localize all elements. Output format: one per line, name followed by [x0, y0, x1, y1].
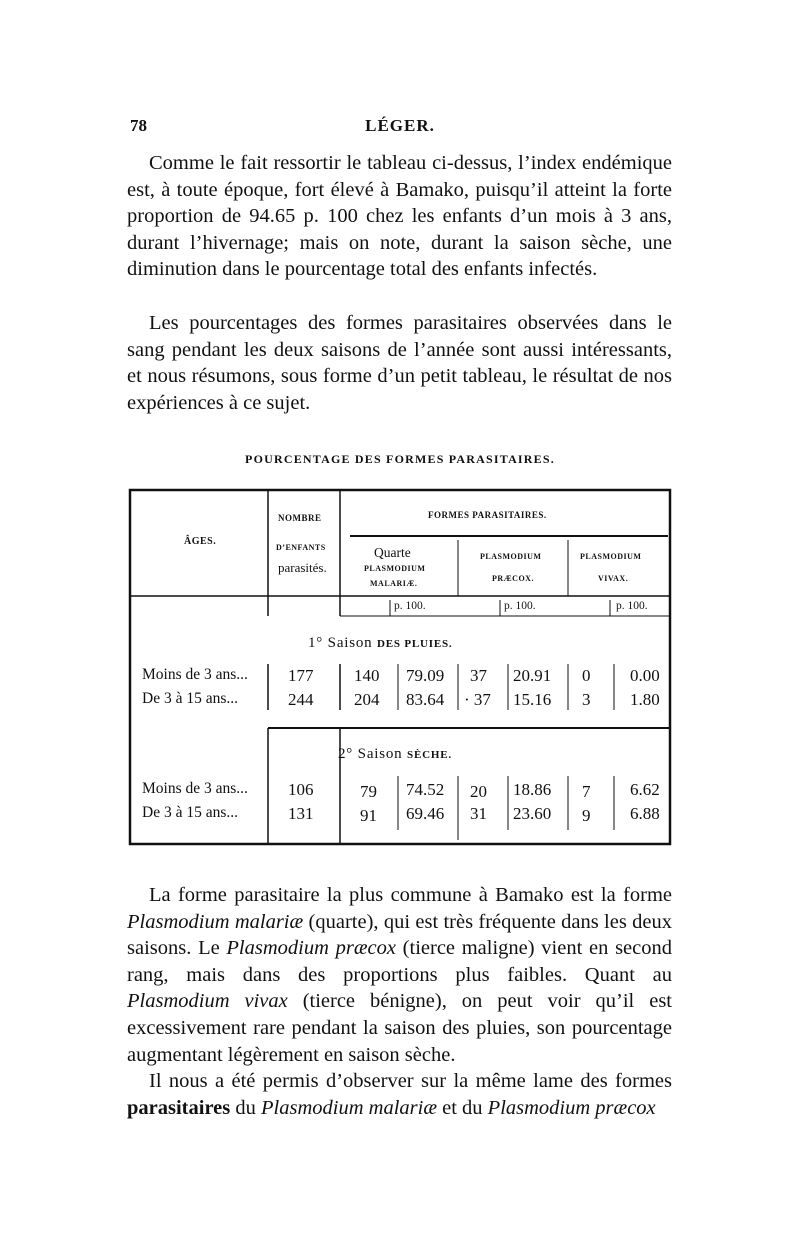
row-4-quarte-p: 69.46 [406, 804, 445, 823]
header-quarte-3: MALARIÆ. [370, 579, 418, 588]
table-title: POURCENTAGE DES FORMES PARASITAIRES. [245, 452, 555, 466]
row-4-quarte-n: 91 [360, 806, 377, 825]
row-4-age: De 3 à 15 ans... [142, 804, 238, 821]
row-2-vivax-p: 1.80 [630, 690, 660, 709]
row-1-quarte-n: 140 [354, 666, 380, 685]
parasite-forms-table [128, 488, 672, 846]
row-1-quarte-p: 79.09 [406, 666, 445, 685]
paragraph-4: Il nous a été permis d’observer sur la même lame des formes parasitaires du Plasmodium malariæ et du Plasmodium præcox [127, 1070, 672, 1119]
row-3-praecox-p: 18.86 [513, 780, 552, 799]
header-nombre-3: parasités. [278, 560, 327, 575]
row-1-praecox-p: 20.91 [513, 666, 552, 685]
page-header [130, 116, 670, 140]
row-4-vivax-n: 9 [582, 806, 591, 825]
row-3-praecox-n: 20 [470, 782, 487, 801]
row-1-age: Moins de 3 ans... [142, 666, 248, 683]
pct-unit-praecox: p. 100. [504, 600, 536, 612]
row-2-nombre: 244 [288, 690, 314, 709]
section-1-title: 1° Saison DES PLUIES. [308, 635, 453, 651]
header-nombre-2: D’ENFANTS [276, 543, 326, 552]
header-nombre-1: NOMBRE [278, 513, 322, 523]
row-2-praecox-n: · 37 [464, 690, 491, 709]
running-head: LÉGER. [365, 116, 435, 135]
header-formes: FORMES PARASITAIRES. [428, 510, 547, 520]
row-2-vivax-n: 3 [582, 690, 591, 709]
row-4-nombre: 131 [288, 804, 314, 823]
header-praecox-2: PRÆCOX. [492, 574, 534, 583]
header-quarte: Quarte [374, 545, 411, 560]
header-praecox-1: PLASMODIUM [480, 552, 542, 561]
row-3-quarte-n: 79 [360, 782, 377, 801]
row-4-vivax-p: 6.88 [630, 804, 660, 823]
row-1-vivax-p: 0.00 [630, 666, 660, 685]
paragraph-2: Les pourcentages des formes parasitaires observées dans le sang pendant les deux saisons de l’année sont aussi intéressants, et nous résumons, sous forme d’un petit tableau, le résultat de nos expériences à ce sujet. [127, 312, 672, 414]
row-3-nombre: 106 [288, 780, 314, 799]
header-vivax-1: PLASMODIUM [580, 552, 642, 561]
page-number: 78 [130, 116, 147, 135]
paragraph-1: Comme le fait ressortir le tableau ci-dessus, l’index endémique est, à toute époque, fort élevé à Bamako, puisqu’il atteint la forte proportion de 94.65 p. 100 chez les enfants d’un mois à 3 ans, durant l’hivernage; mais on note, durant la saison sèche, une diminution dans le pourcentage total des enfants infectés. [127, 152, 672, 281]
header-quarte-2: PLASMODIUM [364, 564, 426, 573]
pct-unit-quarte: p. 100. [394, 600, 426, 612]
row-2-quarte-n: 204 [354, 690, 380, 709]
row-1-praecox-n: 37 [470, 666, 487, 685]
row-2-praecox-p: 15.16 [513, 690, 552, 709]
header-vivax-2: VIVAX. [598, 574, 629, 583]
row-4-praecox-p: 23.60 [513, 804, 552, 823]
header-ages: ÂGES. [184, 536, 217, 547]
pct-unit-vivax: p. 100. [616, 600, 648, 612]
row-3-vivax-p: 6.62 [630, 780, 660, 799]
section-2-title: 2° Saison SÈCHE. [338, 746, 452, 762]
row-1-vivax-n: 0 [582, 666, 591, 685]
row-3-age: Moins de 3 ans... [142, 780, 248, 797]
paragraph-3: La forme parasitaire la plus commune à Bamako est la forme Plasmodium malariæ (quarte), qui est très fréquente dans les deux saisons. Le Plasmodium præcox (tierce maligne) vient en second rang, mais dans des proportions plus faibles. Quant au Plasmodium vivax (tierce bénigne), on peut voir qu’il est excessivement rare pendant la saison des pluies, son pourcentage augmentant légèrement en saison sèche. [127, 884, 672, 1066]
row-3-quarte-p: 74.52 [406, 780, 445, 799]
row-2-quarte-p: 83.64 [406, 690, 445, 709]
row-3-vivax-n: 7 [582, 782, 591, 801]
row-4-praecox-n: 31 [470, 804, 487, 823]
row-1-nombre: 177 [288, 666, 314, 685]
row-2-age: De 3 à 15 ans... [142, 690, 238, 707]
